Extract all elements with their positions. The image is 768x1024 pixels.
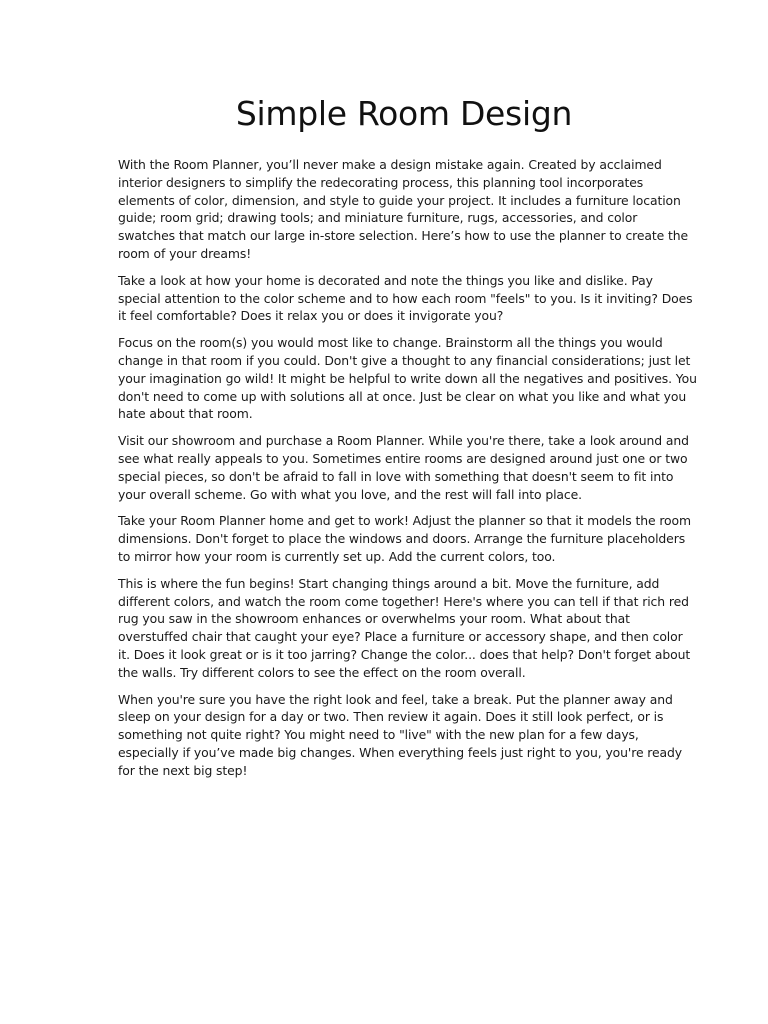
paragraph-1: With the Room Planner, you’ll never make a design mistake again. Created by acclaimed interior designers to simplify the redecorating process, this planning tool incorporates elements of color, dimension, and style to guide your project. It includes a furniture location guide; room grid; drawing tools; and miniature furniture, rugs, accessories, and color swatches that match our large in-store selection. Here’s how to use the planner to create the room of your dreams!	[118, 157, 689, 261]
paragraph-7: When you're sure you have the right look and feel, take a break. Put the planner away and sleep on your design for a day or two. Then review it again. Does it still look perfect, or is something not quite right? You might need to "live" with the new plan for a few days, especially if you’ve made big changes. When everything feels just right to you, you're ready for the next big step!	[118, 691, 683, 778]
document-title: Simple Room Design	[235, 94, 573, 133]
paragraph-2: Take a look at how your home is decorated and note the things you like and dislike. Pay special attention to the color scheme and to how each room "feels" to you. Is it inviting? Does it feel comfortable? Does it relax you or does it invigorate you?	[118, 272, 693, 324]
paragraph-6: This is where the fun begins! Start changing things around a bit. Move the furniture, add different colors, and watch the room come together! Here's where you can tell if that rich red rug you saw in the showroom enhances or overwhelms your room. What about that overstuffed chair that caught your eye? Place a furniture or accessory shape, and then color it. Does it look great or is it too jarring? Change the color... does that help? Don't forget about the walls. Try different colors to see the effect on the room overall.	[118, 575, 691, 680]
document-body	[118, 156, 698, 780]
paragraph-4: Visit our showroom and purchase a Room Planner. While you're there, take a look around and see what really appeals to you. Sometimes entire rooms are designed around just one or two special pieces, so don't be afraid to fall in love with something that doesn't seem to fit into your overall scheme. Go with what you love, and the rest will fall into place.	[118, 433, 689, 502]
paragraph-5: Take your Room Planner home and get to work! Adjust the planner so that it models the room dimensions. Don't forget to place the windows and doors. Arrange the furniture placeholders to mirror how your room is currently set up. Add the current colors, too.	[118, 513, 691, 564]
paragraph-3: Focus on the room(s) you would most like to change. Brainstorm all the things you would change in that room if you could. Don't give a thought to any financial considerations; just let your imagination go wild! It might be helpful to write down all the negatives and positives. You don't need to come up with solutions all at once. Just be clear on what you like and what you hate about that room.	[118, 335, 697, 422]
